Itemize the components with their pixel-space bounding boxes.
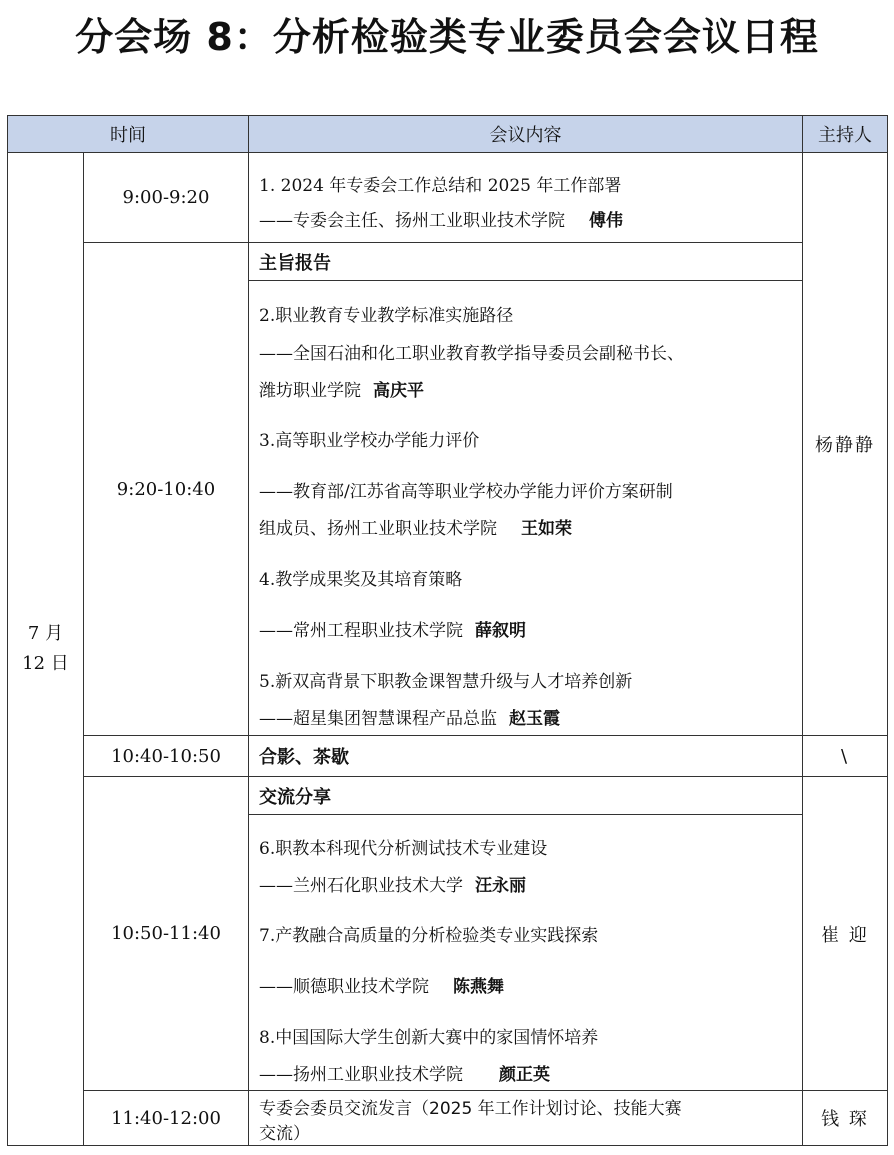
date-month: 7 月 (27, 623, 64, 644)
content-5-line1: 专委会委员交流发言（2025 年工作计划讨论、技能大赛 (259, 1099, 682, 1119)
agenda-item-7-speaker: ——顺德职业技术学院 陈燕舞 (259, 977, 504, 997)
header-host: 主持人 (802, 115, 888, 153)
content-cell-1 (248, 152, 803, 243)
host-cell-3: 崔 迎 (802, 776, 888, 1091)
date-cell (7, 152, 84, 1146)
time-cell-2: 9:20-10:40 (83, 242, 249, 736)
agenda-item-4-title: 4.教学成果奖及其培育策略 (259, 570, 463, 590)
host-cell-2: \ (802, 735, 888, 777)
agenda-item-8-speaker: ——扬州工业职业技术学院 颜正英 (259, 1065, 550, 1085)
agenda-item-2-title: 2.职业教育专业教学标准实施路径 (259, 306, 514, 326)
agenda-item-2-speaker-line1: ——全国石油和化工职业教育教学指导委员会副秘书长、 (259, 344, 684, 364)
agenda-item-1-speaker: ——专委会主任、扬州工业职业技术学院 傅伟 (259, 211, 623, 231)
host-cell-1: 杨静静 (802, 152, 888, 736)
agenda-item-6-title: 6.职教本科现代分析测试技术专业建设 (259, 839, 548, 859)
header-content: 会议内容 (248, 115, 803, 153)
host-cell-4: 钱 琛 (802, 1090, 888, 1146)
agenda-item-5-title: 5.新双高背景下职教金课智慧升级与人才培养创新 (259, 672, 633, 692)
agenda-item-3-speaker-line2: 组成员、扬州工业职业技术学院 王如荣 (259, 519, 572, 539)
agenda-item-1-title: 1. 2024 年专委会工作总结和 2025 年工作部署 (259, 176, 622, 196)
content-cell-3: 合影、茶歇 (248, 735, 803, 777)
agenda-item-3-speaker-line1: ——教育部/江苏省高等职业学校办学能力评价方案研制 (259, 482, 673, 502)
agenda-item-5-speaker: ——超星集团智慧课程产品总监 赵玉霞 (259, 709, 560, 729)
agenda-item-4-speaker: ——常州工程职业技术学院 薛叙明 (259, 621, 526, 641)
agenda-item-2-speaker-line2: 潍坊职业学院 高庆平 (259, 381, 424, 401)
header-time: 时间 (7, 115, 249, 153)
time-cell-1: 9:00-9:20 (83, 152, 249, 243)
content-cell-5 (248, 1090, 803, 1146)
time-cell-4: 10:50-11:40 (83, 776, 249, 1091)
page-title: 分会场 8：分析检验类专业委员会会议日程 (75, 15, 819, 59)
agenda-item-7-title: 7.产教融合高质量的分析检验类专业实践探索 (259, 926, 599, 946)
date-day: 12 日 (22, 653, 69, 674)
content-cell-4 (248, 814, 803, 1091)
content-5-line2: 交流） (259, 1124, 310, 1144)
section-exchange: 交流分享 (248, 776, 803, 815)
content-cell-2 (248, 280, 803, 736)
time-cell-3: 10:40-10:50 (83, 735, 249, 777)
agenda-item-3-title: 3.高等职业学校办学能力评价 (259, 431, 480, 451)
time-cell-5: 11:40-12:00 (83, 1090, 249, 1146)
section-keynote: 主旨报告 (248, 242, 803, 281)
agenda-item-6-speaker: ——兰州石化职业技术大学 汪永丽 (259, 876, 526, 896)
agenda-item-8-title: 8.中国国际大学生创新大赛中的家国情怀培养 (259, 1028, 599, 1048)
